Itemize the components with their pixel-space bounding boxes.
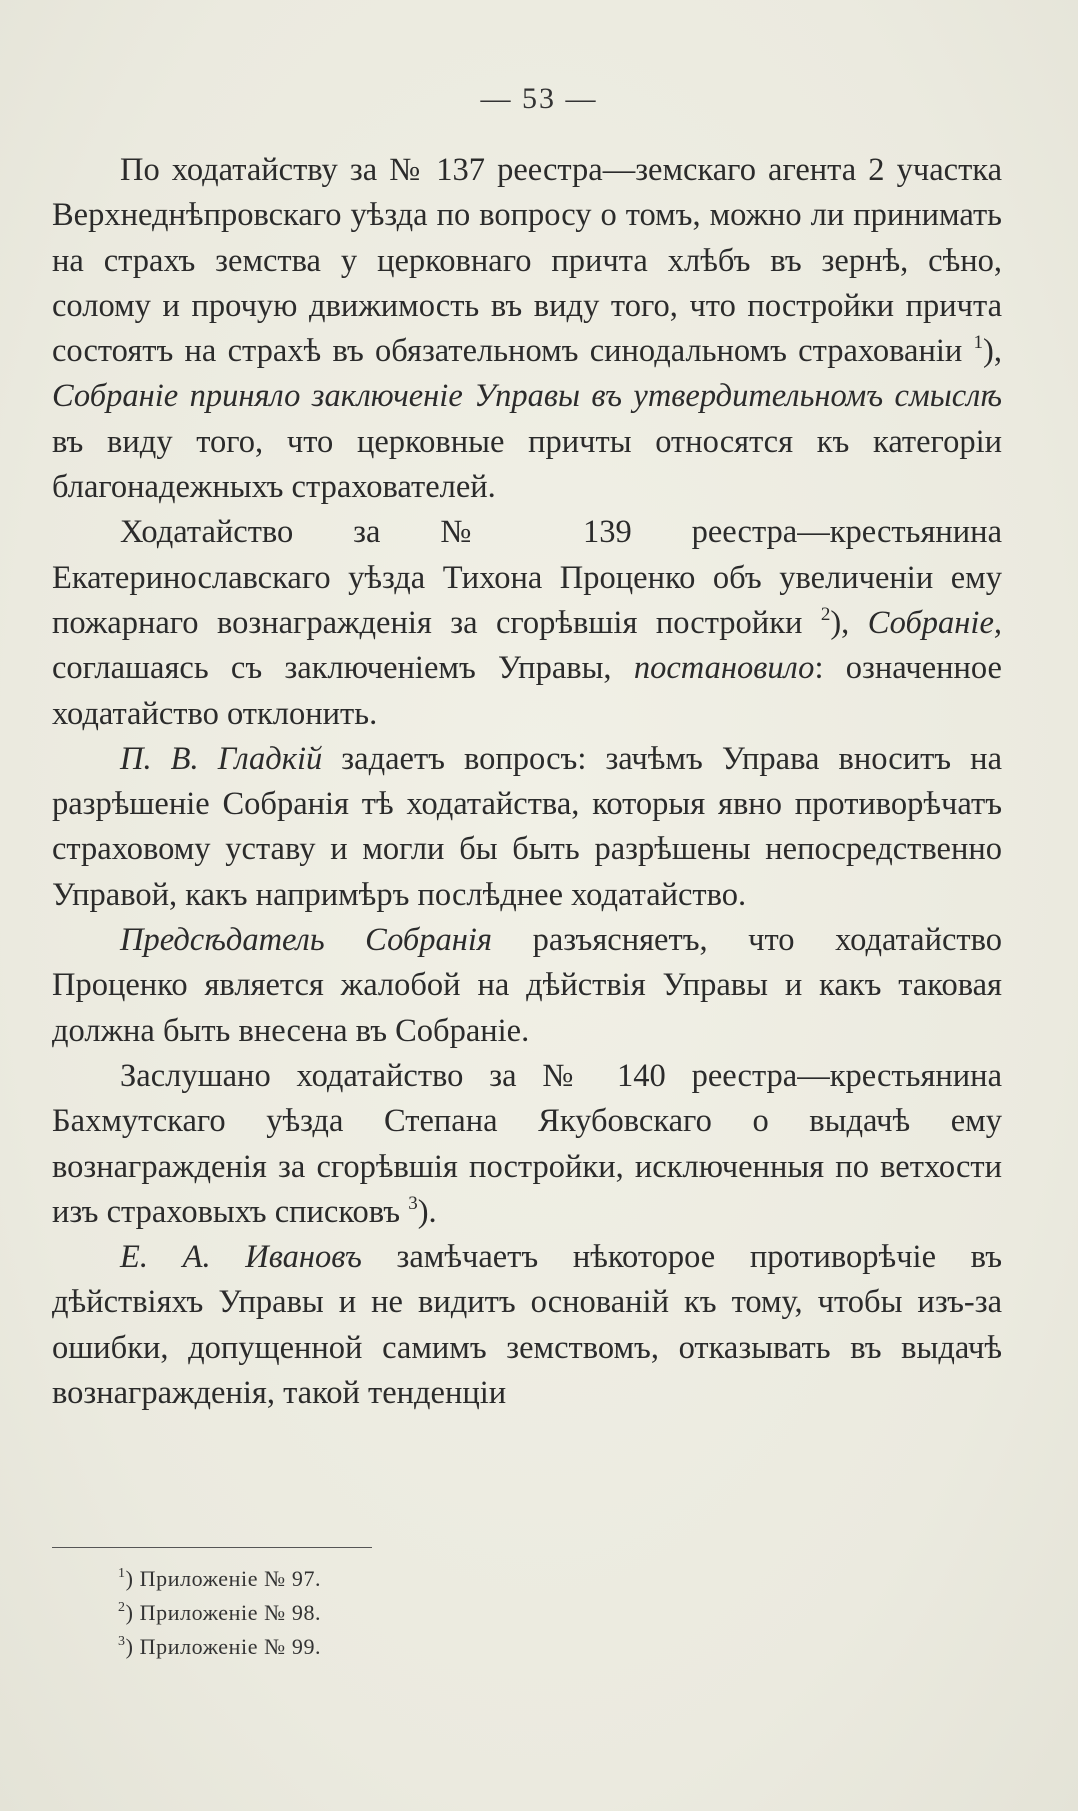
paragraph (52, 1054, 1002, 1235)
paragraph (52, 1235, 1002, 1416)
main-text (52, 148, 1002, 1416)
text-run: ), (830, 604, 868, 641)
italic-phrase: Предсѣдатель Собранія (120, 922, 493, 959)
footnote-text: ) Приложеніе № 97. (125, 1566, 322, 1591)
footnote-marker: 3 (118, 1634, 126, 1649)
paragraph (52, 148, 1002, 510)
footnote-reference: 2 (820, 603, 831, 625)
italic-phrase: Собраніе, (867, 604, 1002, 641)
footnote-reference: 3 (408, 1192, 418, 1214)
paragraph (52, 737, 1002, 918)
italic-phrase: Е. А. Ивановъ (120, 1239, 362, 1276)
text-run: Заслушано ходатайство за № 140 реестра—крестьянина Бахмутскаго уѣзда Степана Якубовскаго о выдачѣ ему вознагражденія за сгорѣвшія постройки, исключенныя по ветхости изъ страховыхъ списковъ (52, 1057, 1002, 1230)
footnote-text: ) Приложеніе № 99. (125, 1634, 322, 1659)
footnote (118, 1596, 321, 1630)
paragraph (52, 918, 1002, 1054)
text-run: ), (983, 333, 1002, 370)
footnote-reference: 1 (973, 332, 984, 354)
text-run: замѣчаетъ нѣкоторое противорѣчіе въ дѣйствіяхъ Управы и не видитъ основаній къ тому, чтобы изъ-за ошибки, допущенной самимъ земствомъ, отказывать въ выдачѣ вознагражденія, такой тенденціи (52, 1239, 1003, 1412)
text-run: соглашаясь съ заключеніемъ Управы, (52, 650, 634, 687)
text-run: ). (417, 1193, 437, 1230)
text-run: въ виду того, что церковные причты относятся къ категоріи благонадежныхъ страхователей. (52, 423, 1002, 506)
footnote (118, 1562, 321, 1596)
paragraph (52, 510, 1002, 736)
footnote (118, 1630, 321, 1664)
text-run: задаетъ вопросъ: зачѣмъ Управа вноситъ на разрѣшеніе Собранія тѣ ходатайства, которыя явно противорѣчатъ страховому уставу и могли бы быть разрѣшены непосредственно Управой, какъ напримѣръ послѣднее ходатайство. (52, 740, 1003, 913)
italic-phrase: постановило (633, 650, 815, 687)
text-run: : означенное ходатайство отклонить. (52, 650, 1002, 732)
footnote-marker: 1 (118, 1566, 126, 1581)
footnotes (118, 1562, 321, 1664)
footnote-divider (52, 1547, 372, 1548)
page-number: — 53 — (480, 82, 598, 115)
text-run: разъясняетъ, что ходатайство Проценко является жалобой на дѣйствія Управы и какъ таковая должна быть внесена въ Собраніе. (52, 922, 1002, 1049)
italic-phrase: П. В. Гладкій (120, 740, 323, 777)
italic-phrase: Собраніе приняло заключеніе Управы въ утвердительномъ смыслѣ (52, 378, 1002, 415)
footnote-marker: 2 (118, 1600, 126, 1615)
footnote-text: ) Приложеніе № 98. (125, 1600, 322, 1625)
text-run: По ходатайству за № 137 реестра—земскаго агента 2 участка Верхнеднѣпровскаго уѣзда по вопросу о томъ, можно ли принимать на страхъ земства у церковнаго причта хлѣбъ въ зернѣ, сѣно, солому и прочую движимость въ виду того, что постройки причта состоятъ на страхѣ въ обязательномъ синодальномъ страхованіи (52, 152, 1002, 370)
text-run: Ходатайство за № 139 реестра—крестьянина Екатеринославскаго уѣзда Тихона Проценко объ увеличеніи ему пожарнаго вознагражденія за сгорѣвшія постройки (52, 514, 1002, 641)
